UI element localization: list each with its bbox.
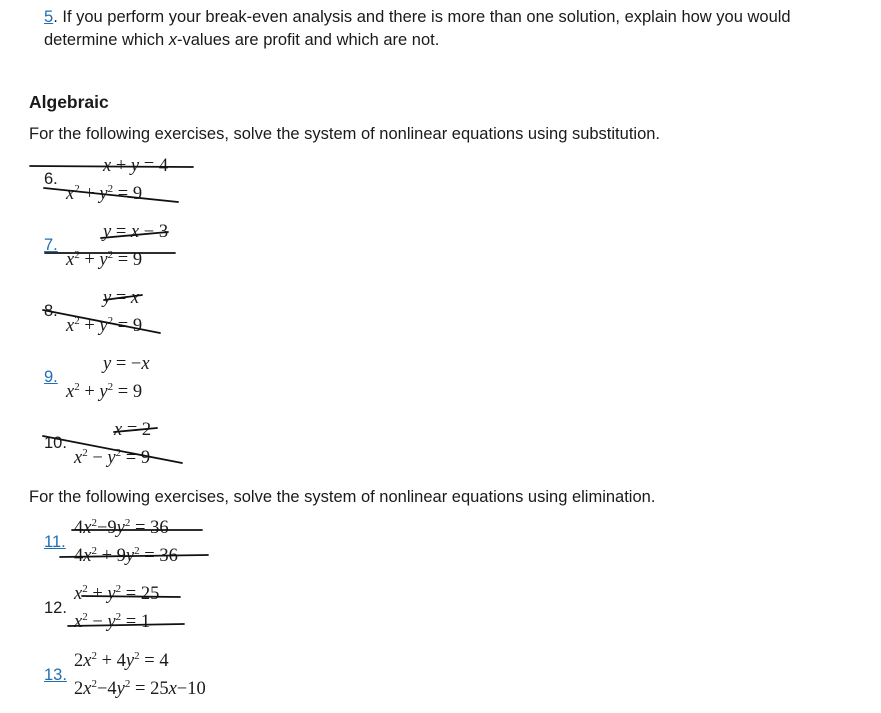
- exercise-number: 12.: [44, 599, 67, 617]
- equation-1: $4x^2-9y^2 = 36$: [74, 517, 169, 538]
- exercise-5-var: x: [168, 31, 177, 49]
- elimination-intro: For the following exercises, solve the system of nonlinear equations using elimination.: [29, 488, 656, 506]
- equation-2: $4x^2 + 9y^2 = 36$: [74, 545, 178, 566]
- exercise-5-text-end: -values are profit and which are not.: [176, 31, 440, 49]
- equation-2: $x^2 + y^2 = 9$: [66, 381, 143, 402]
- equation-2: $x^2 - y^2 = 9$: [74, 447, 151, 468]
- exercise-number-link[interactable]: 9.: [44, 368, 58, 386]
- equation-2: $2x^2-4y^2 = 25x-10$: [74, 678, 206, 699]
- equation-1: y = x: [103, 288, 140, 308]
- equation-1: $2x^2 + 4y^2 = 4$: [74, 650, 169, 671]
- equation-1: y = x − 3: [103, 222, 169, 242]
- exercise-number: 6.: [44, 170, 58, 188]
- section-heading: Algebraic: [29, 92, 109, 112]
- exercise-number: 10.: [44, 434, 67, 452]
- exercise-number: 8.: [44, 302, 58, 320]
- equation-1: x = 2: [114, 420, 152, 440]
- exercise-number-link[interactable]: 13.: [44, 666, 67, 684]
- equation-2: $x^2 - y^2 = 1$: [74, 611, 151, 632]
- exercise-number-link[interactable]: 7.: [44, 236, 58, 254]
- substitution-intro: For the following exercises, solve the system of nonlinear equations using substitution.: [29, 125, 661, 143]
- exercise-5-paragraph: [44, 6, 844, 52]
- equation-1: $x^2 + y^2 = 25$: [74, 583, 160, 604]
- equation-1: x + y = 4: [103, 156, 169, 176]
- equation-2: $x^2 + y^2 = 9$: [66, 249, 143, 270]
- equation-2: $x^2 + y^2 = 9$: [66, 183, 143, 204]
- exercise-5-text: . If you perform your break-even analysis and there is more than one solution, explain how you would determine which: [44, 8, 791, 49]
- equation-2: $x^2 + y^2 = 9$: [66, 315, 143, 336]
- equation-1: y = −x: [103, 354, 150, 374]
- exercise-number-link[interactable]: 11.: [44, 533, 66, 551]
- exercise-5-link[interactable]: 5: [44, 8, 54, 26]
